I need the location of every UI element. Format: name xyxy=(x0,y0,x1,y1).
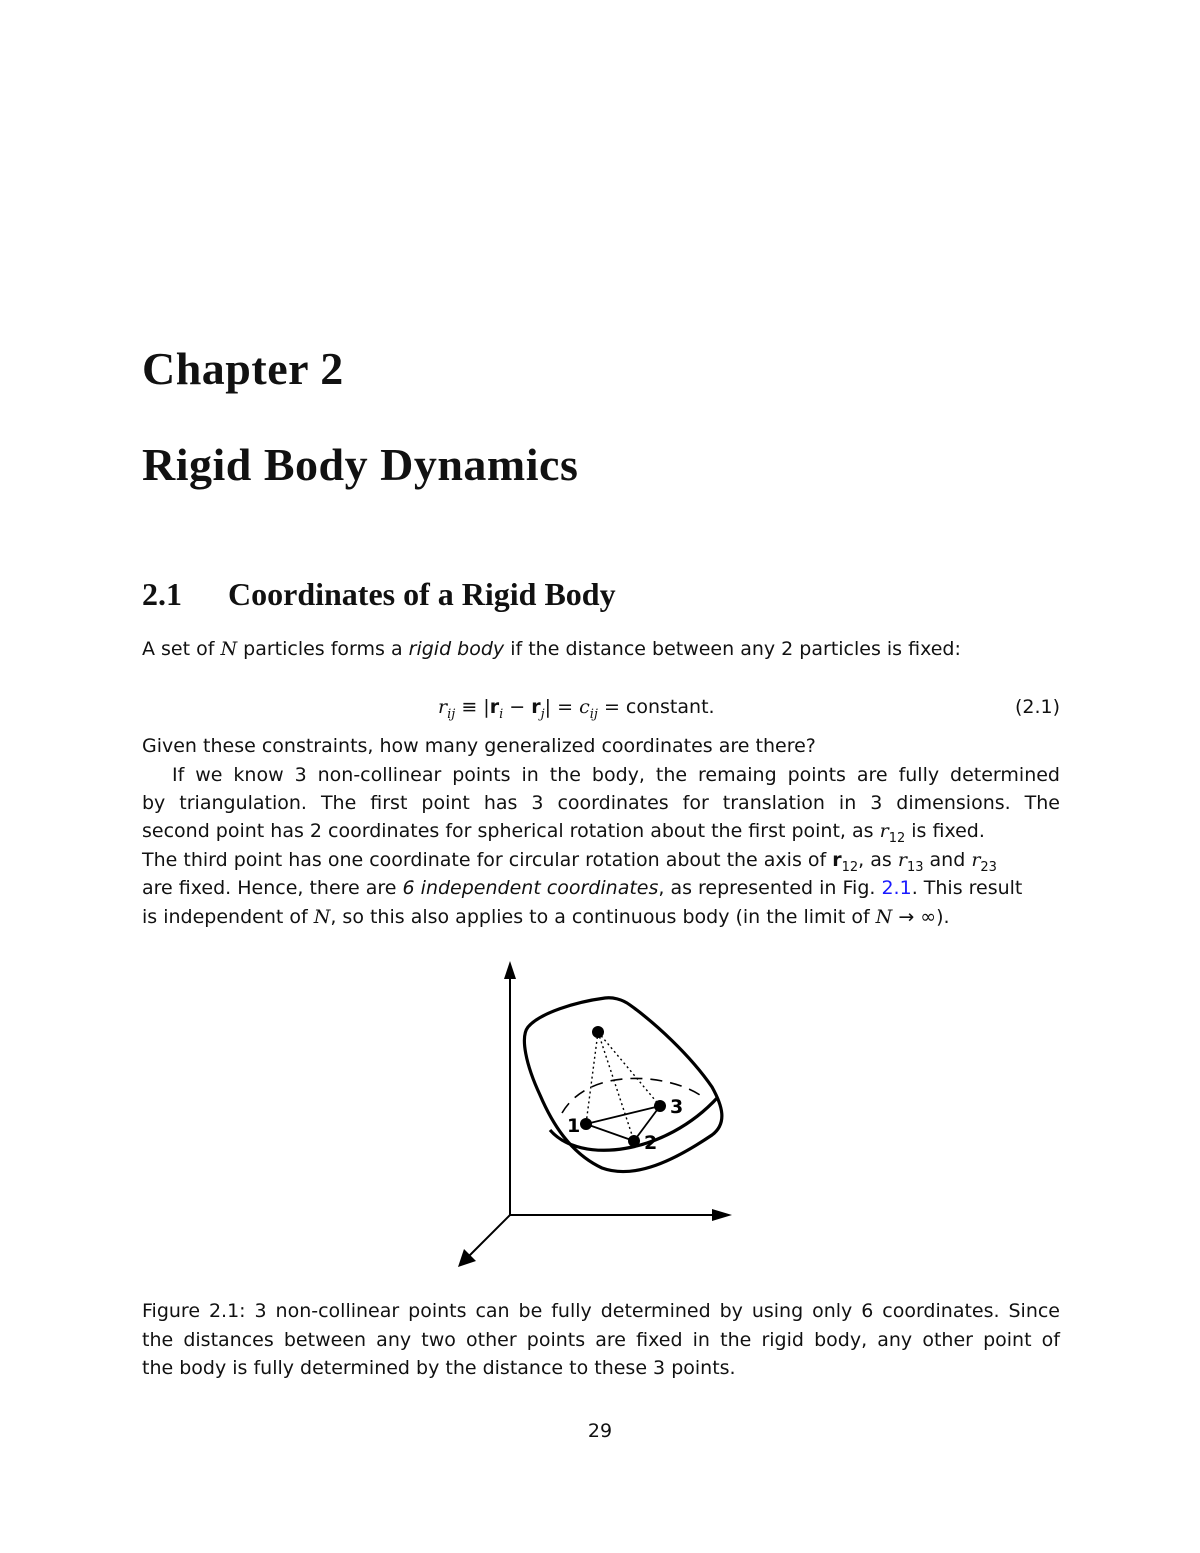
var-sub: 12 xyxy=(841,859,859,875)
figure-caption xyxy=(142,1297,1060,1383)
para-text: , as represented in Fig. xyxy=(658,877,882,899)
point-label-2: 2 xyxy=(644,1132,658,1154)
edge-top-3 xyxy=(598,1032,660,1106)
var-r-bold: r xyxy=(832,849,842,871)
eq-op: ≡ | xyxy=(455,696,490,718)
intro-text: A set of xyxy=(142,638,221,660)
para-text: is independent of xyxy=(142,906,314,928)
intro-text: if the distance between any 2 particles is fixed: xyxy=(504,638,961,660)
para-text: , so this also applies to a continuous body (in the limit of xyxy=(330,906,876,928)
eq-constant: constant. xyxy=(625,696,715,718)
para-text: are fixed. Hence, there are xyxy=(142,877,403,899)
point-top xyxy=(592,1026,604,1038)
caption-line: the body is fully determined by the distance to these 3 points. xyxy=(142,1357,736,1380)
eq-sub: ij xyxy=(589,706,598,722)
x-axis-arrow-icon xyxy=(712,1209,732,1221)
var-r: r xyxy=(879,820,889,842)
eq-op: | = xyxy=(544,696,580,718)
point-label-3: 3 xyxy=(670,1096,684,1118)
para-text: → ∞). xyxy=(892,906,950,928)
var-sub: 12 xyxy=(888,830,906,846)
var-sub: 13 xyxy=(906,859,924,875)
emphasis-independent-coordinates: 6 independent coordinates xyxy=(402,877,659,899)
paragraph-line xyxy=(142,877,1060,899)
edge-1-2 xyxy=(586,1124,634,1141)
var-n: N xyxy=(875,906,893,928)
section-heading xyxy=(142,576,616,613)
paragraph-line xyxy=(142,849,1060,875)
eq-sub: j xyxy=(540,706,545,722)
point-3 xyxy=(654,1100,666,1112)
var-r: r xyxy=(897,849,907,871)
equation-body xyxy=(438,696,715,722)
para-text: and xyxy=(923,849,972,871)
rigid-body-figure xyxy=(440,955,750,1275)
page-number: 29 xyxy=(587,1420,613,1442)
para-text: second point has 2 coordinates for spherical rotation about the first point, as xyxy=(142,820,880,842)
figure-reference-link[interactable]: 2.1 xyxy=(881,877,912,899)
eq-r: r xyxy=(438,696,448,718)
para-text: The third point has one coordinate for circular rotation about the axis of xyxy=(142,849,833,871)
dotted-edges xyxy=(586,1032,660,1141)
var-n: N xyxy=(313,906,331,928)
paragraph-line: If we know 3 non-collinear points in the body, the remaing points are fully determined xyxy=(172,764,1060,786)
question-line: Given these constraints, how many generalized coordinates are there? xyxy=(142,735,816,757)
equation-number: (2.1) xyxy=(1014,696,1060,718)
intro-line xyxy=(142,638,1060,660)
para-text: . This result xyxy=(911,877,1023,899)
eq-c: c xyxy=(579,696,590,718)
paragraph-line: by triangulation. The first point has 3 coordinates for translation in 3 dimensions. The xyxy=(142,792,1060,814)
para-text: , as xyxy=(858,849,898,871)
var-sub: 23 xyxy=(980,859,997,875)
intro-text: particles forms a xyxy=(237,638,409,660)
eq-op: = xyxy=(597,696,626,718)
chapter-label: Chapter 2 xyxy=(142,343,344,394)
point-1 xyxy=(580,1118,592,1130)
eq-sub: ij xyxy=(447,706,456,722)
eq-sub: i xyxy=(499,706,504,722)
para-text: is fixed. xyxy=(905,820,985,842)
point-2 xyxy=(628,1135,640,1147)
term-rigid-body: rigid body xyxy=(408,638,505,660)
chapter-title: Rigid Body Dynamics xyxy=(142,439,579,490)
eq-ri: r xyxy=(489,696,500,718)
axes xyxy=(462,967,725,1263)
var-n: N xyxy=(220,638,238,660)
point-label-1: 1 xyxy=(567,1115,581,1137)
caption-line: the distances between any two other points are fixed in the rigid body, any other point of xyxy=(142,1328,1060,1351)
section-number: 2.1 xyxy=(142,576,182,612)
rigid-body-outline xyxy=(524,998,721,1172)
edge-top-2 xyxy=(598,1032,634,1141)
eq-rj: r xyxy=(531,696,541,718)
paragraph-line xyxy=(142,906,1060,928)
axis-arrowheads xyxy=(458,961,732,1267)
y-axis-arrow-icon xyxy=(504,961,516,979)
caption-line: Figure 2.1: 3 non-collinear points can be fully determined by using only 6 coordinates. Since xyxy=(142,1300,1060,1322)
paragraph-line xyxy=(142,820,1060,846)
eq-op: − xyxy=(503,696,532,718)
var-r: r xyxy=(971,849,981,871)
section-title: Coordinates of a Rigid Body xyxy=(228,576,616,612)
edge-top-1 xyxy=(586,1032,598,1124)
